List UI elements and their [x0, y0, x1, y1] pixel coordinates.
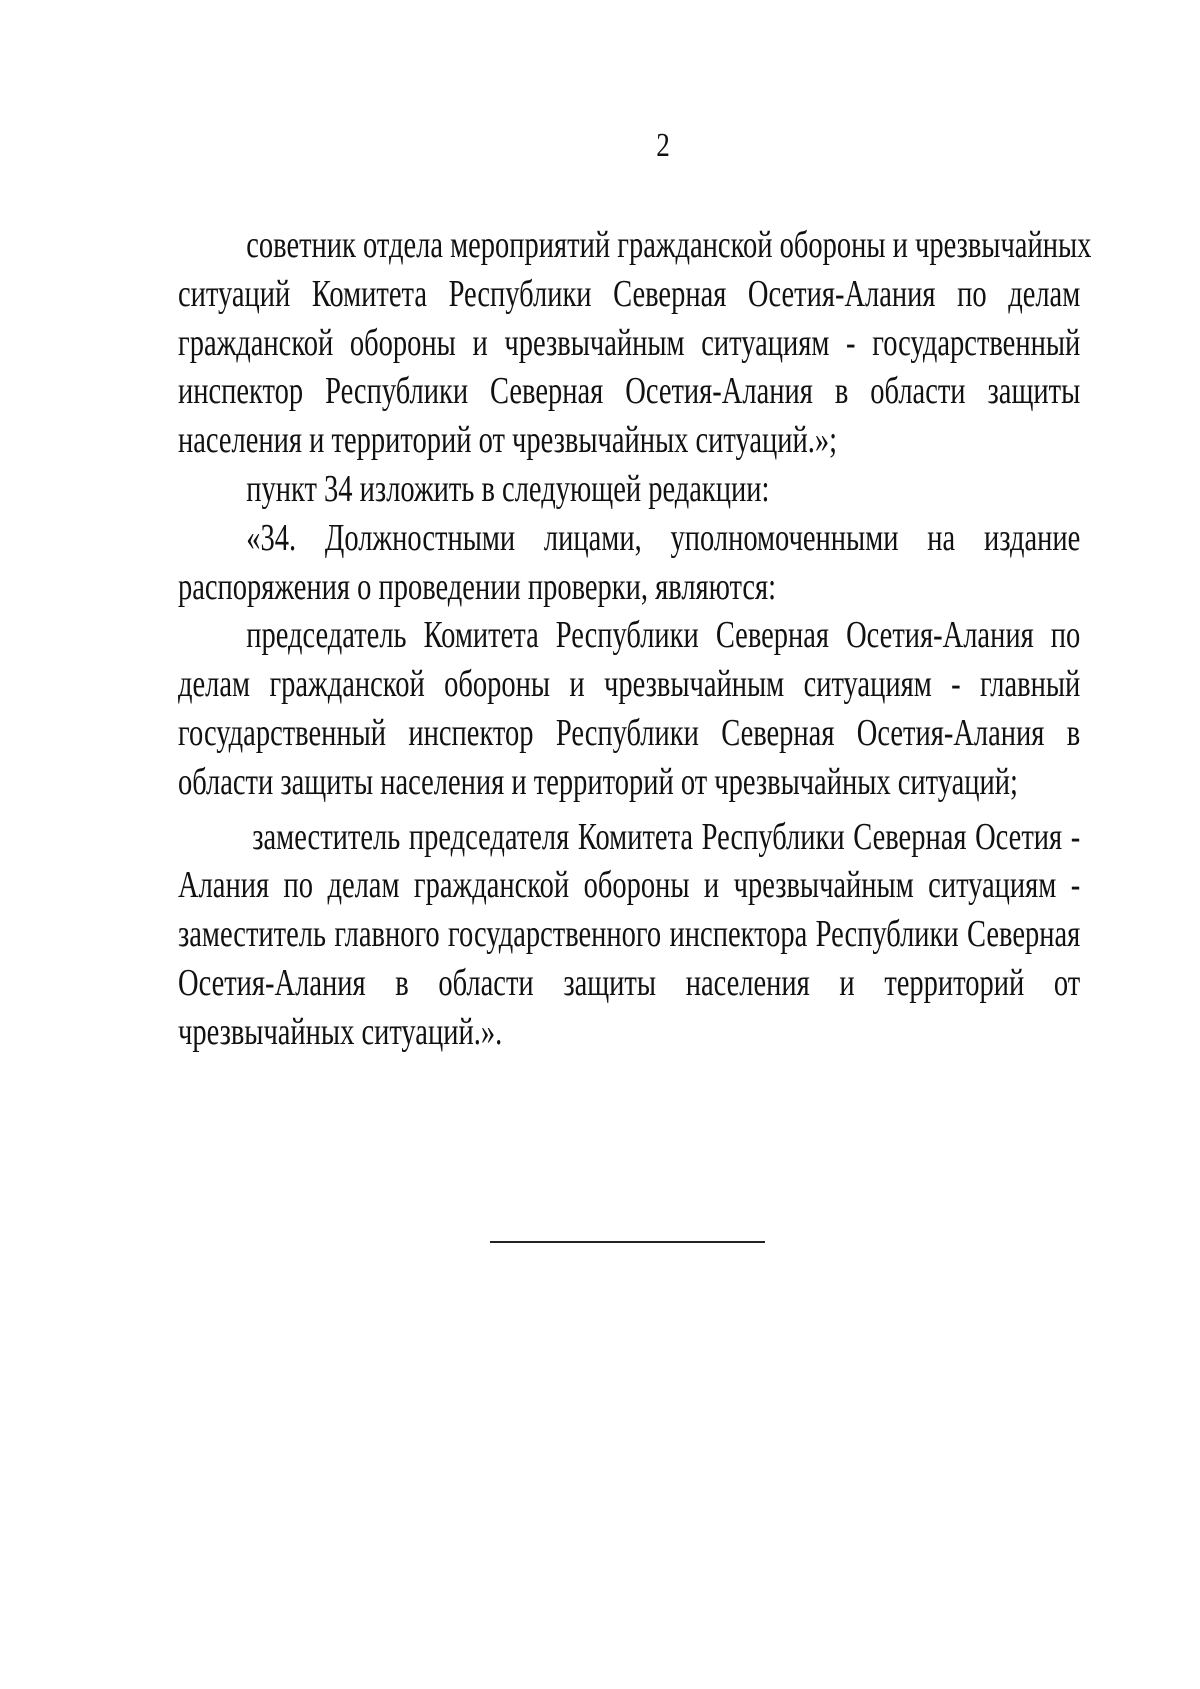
text-line: области защиты населения и территорий от чрезвычайных ситуаций;: [178, 760, 1018, 803]
page-number: 2: [656, 127, 670, 164]
text-line: пункт 34 изложить в следующей редакции:: [246, 467, 770, 510]
text-line: населения и территорий от чрезвычайных ситуаций.»;: [178, 419, 838, 462]
end-divider: [490, 1241, 765, 1243]
text-line: чрезвычайных ситуаций.».: [178, 1010, 503, 1053]
text-line: «34. Должностными лицами, уполномоченными на издание: [246, 516, 1081, 559]
text-line: заместитель главного государственного инспектора Республики Северная: [178, 913, 1081, 956]
text-line: гражданской обороны и чрезвычайным ситуациям - государственный: [178, 321, 1081, 364]
text-line: советник отдела мероприятий гражданской обороны и чрезвычайных: [246, 224, 1092, 266]
text-line: ситуаций Комитета Республики Северная Осетия-Алания по делам: [178, 272, 1081, 315]
text-line: государственный инспектор Республики Северная Осетия-Алания в: [178, 711, 1081, 754]
text-line: Алания по делам гражданской обороны и чрезвычайным ситуациям -: [178, 864, 1081, 907]
text-line: председатель Комитета Республики Северная Осетия-Алания по: [246, 614, 1081, 657]
text-line: Осетия-Алания в области защиты населения и территорий от: [178, 961, 1081, 1004]
text-line: заместитель председателя Комитета Республики Северная Осетия -: [252, 815, 1081, 858]
text-line: инспектор Республики Северная Осетия-Алания в области защиты: [178, 370, 1081, 413]
text-line: распоряжения о проведении проверки, являются:: [178, 565, 777, 608]
document-body: [178, 221, 1092, 1057]
text-line: делам гражданской обороны и чрезвычайным ситуациям - главный: [178, 663, 1081, 706]
